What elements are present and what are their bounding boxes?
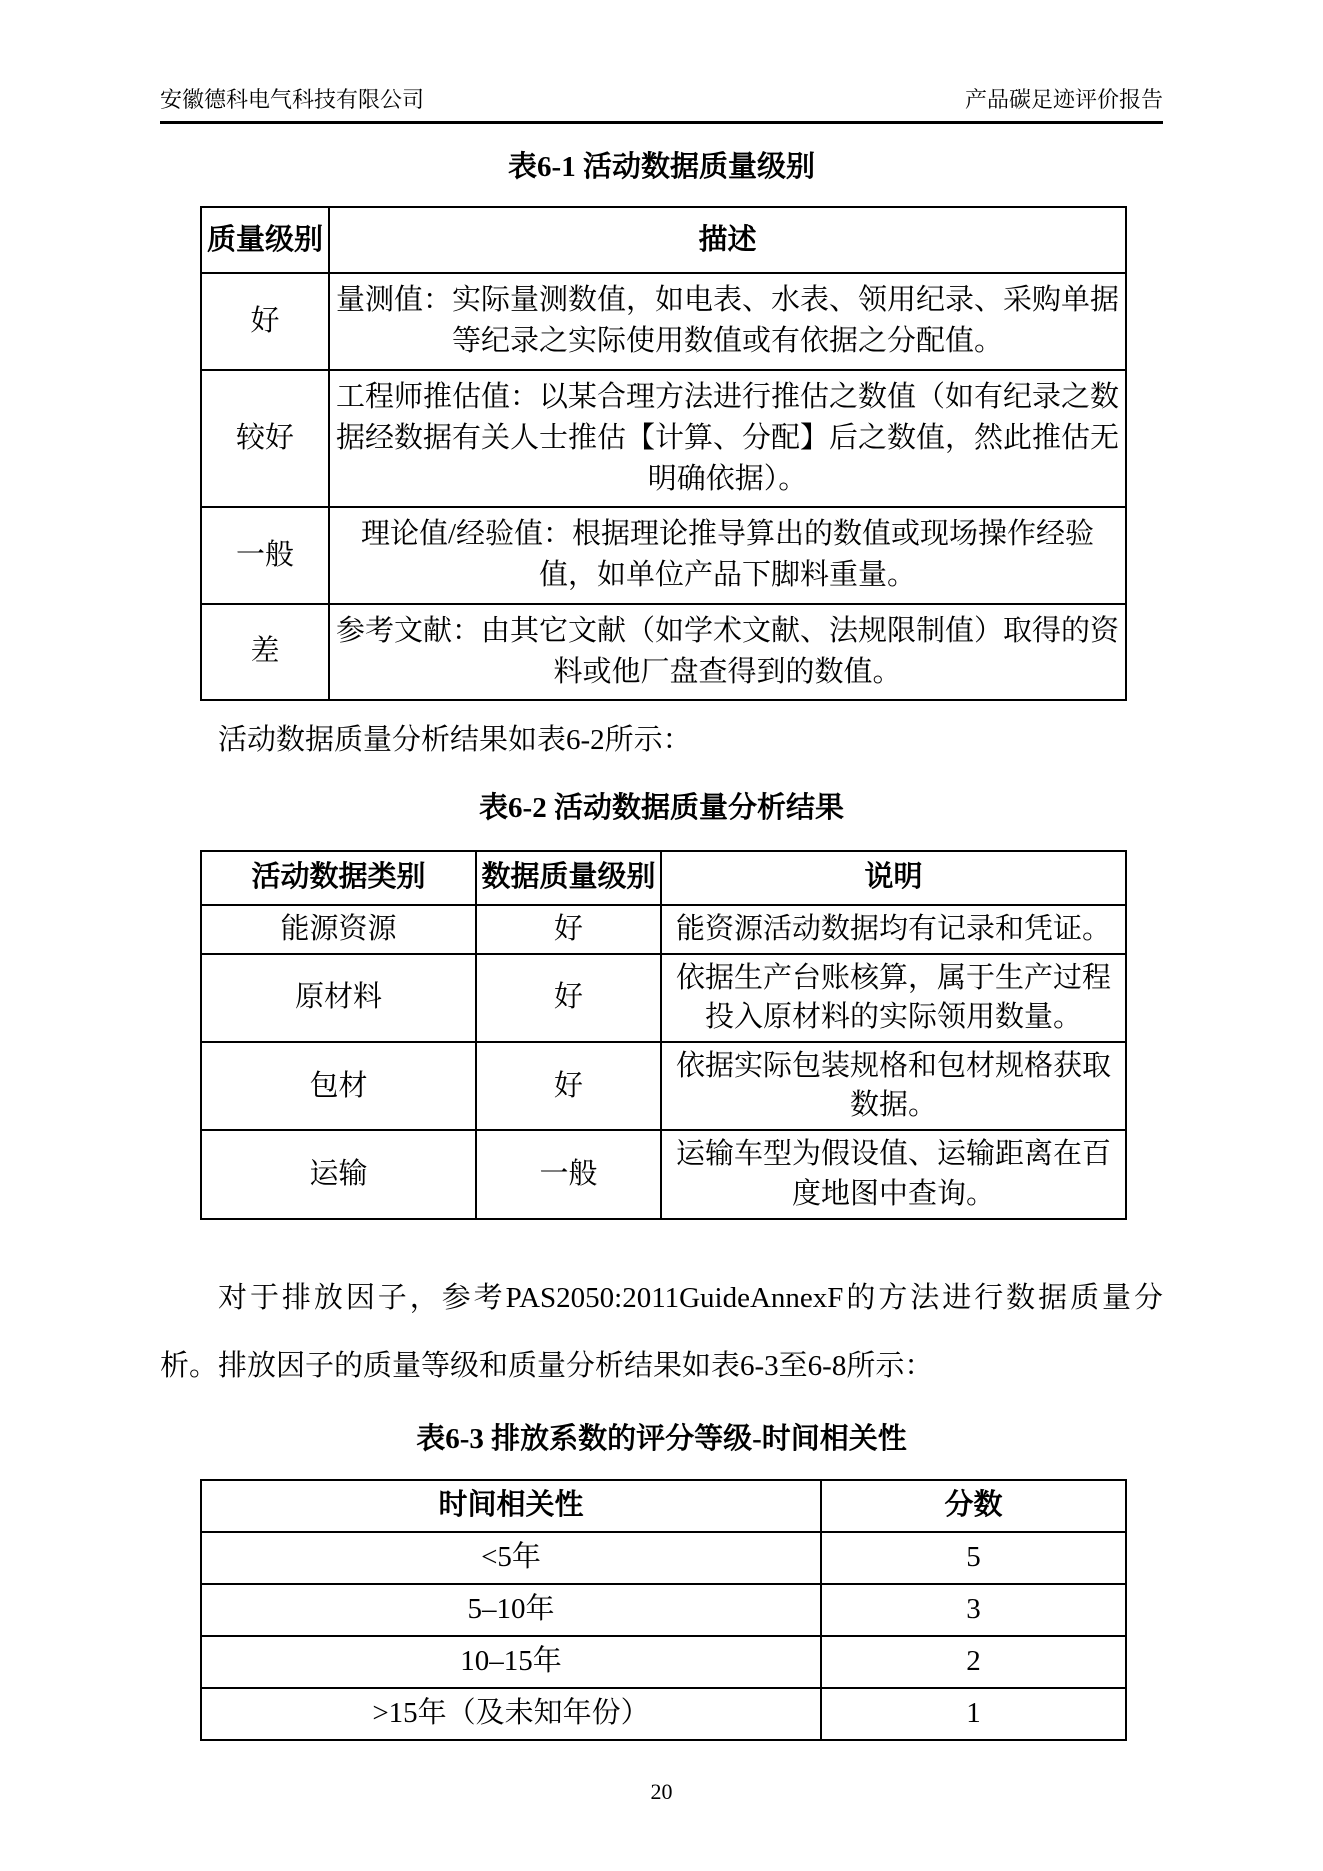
quality-level-cell: 差 (201, 604, 329, 700)
quality-level-cell: 好 (476, 954, 661, 1042)
table-row (201, 370, 1126, 508)
table3-title: 表6-3 排放系数的评分等级-时间相关性 (416, 1422, 907, 1455)
table1-col-header-description: 描述 (329, 207, 1126, 273)
quality-level-cell: 较好 (201, 370, 329, 508)
table3-header-row (201, 1480, 1126, 1532)
table1-activity-data-quality-levels (200, 206, 1127, 701)
table-row (201, 273, 1126, 369)
table2-col-header-note: 说明 (661, 851, 1126, 905)
quality-level-cell: 一般 (476, 1130, 661, 1218)
note-cell: 运输车型为假设值、运输距离在百度地图中查询。 (661, 1130, 1126, 1218)
table2-col-header-quality-level: 数据质量级别 (476, 851, 661, 905)
category-cell: 包材 (201, 1042, 476, 1130)
table-row (201, 507, 1126, 603)
table1-header-row (201, 207, 1126, 273)
table-row (201, 1042, 1126, 1130)
score-cell: 2 (821, 1636, 1126, 1688)
note-cell: 能资源活动数据均有记录和凭证。 (661, 905, 1126, 954)
report-title: 产品碳足迹评价报告 (964, 87, 1163, 112)
table1-title: 表6-1 活动数据质量级别 (508, 150, 815, 183)
time-range-cell: 5–10年 (201, 1584, 821, 1636)
table2-activity-data-quality-analysis (200, 850, 1127, 1220)
score-cell: 1 (821, 1688, 1126, 1740)
score-cell: 5 (821, 1532, 1126, 1584)
category-cell: 能源资源 (201, 905, 476, 954)
table3-col-header-score: 分数 (821, 1480, 1126, 1532)
table3-col-header-time-relevance: 时间相关性 (201, 1480, 821, 1532)
table-row (201, 1688, 1126, 1740)
table2-header-row (201, 851, 1126, 905)
table-row (201, 1532, 1126, 1584)
category-cell: 运输 (201, 1130, 476, 1218)
description-cell: 量测值：实际量测数值，如电表、水表、领用纪录、采购单据等纪录之实际使用数值或有依据之分配值。 (329, 273, 1126, 369)
table-row (201, 1584, 1126, 1636)
table3-time-relevance-scores (200, 1479, 1127, 1741)
quality-level-cell: 一般 (201, 507, 329, 603)
table-row (201, 905, 1126, 954)
paragraph-table2-intro: 活动数据质量分析结果如表6-2所示： (218, 723, 692, 756)
note-cell: 依据生产台账核算，属于生产过程投入原材料的实际领用数量。 (661, 954, 1126, 1042)
table-row (201, 1130, 1126, 1218)
time-range-cell: <5年 (201, 1532, 821, 1584)
table-row (201, 954, 1126, 1042)
description-cell: 参考文献：由其它文献（如学术文献、法规限制值）取得的资料或他厂盘查得到的数值。 (329, 604, 1126, 700)
table2-title: 表6-2 活动数据质量分析结果 (479, 791, 844, 824)
description-cell: 理论值/经验值：根据理论推导算出的数值或现场操作经验值，如单位产品下脚料重量。 (329, 507, 1126, 603)
page-number: 20 (650, 1778, 673, 1804)
time-range-cell: >15年（及未知年份） (201, 1688, 821, 1740)
table2-col-header-category: 活动数据类别 (201, 851, 476, 905)
category-cell: 原材料 (201, 954, 476, 1042)
table1-col-header-quality-level: 质量级别 (201, 207, 329, 273)
note-cell: 依据实际包装规格和包材规格获取数据。 (661, 1042, 1126, 1130)
table-row (201, 604, 1126, 700)
description-cell: 工程师推估值：以某合理方法进行推估之数值（如有纪录之数据经数据有关人士推估【计算、分配】后之数值，然此推估无明确依据）。 (329, 370, 1126, 508)
quality-level-cell: 好 (476, 1042, 661, 1130)
table-row (201, 1636, 1126, 1688)
time-range-cell: 10–15年 (201, 1636, 821, 1688)
company-name: 安徽德科电气科技有限公司 (160, 87, 425, 112)
page-header (160, 86, 1163, 124)
quality-level-cell: 好 (476, 905, 661, 954)
score-cell: 3 (821, 1584, 1126, 1636)
quality-level-cell: 好 (201, 273, 329, 369)
paragraph-emission-factors: 对于排放因子，参考PAS2050:2011GuideAnnexF的方法进行数据质量分析。排放因子的质量等级和质量分析结果如表6-3至6-8所示： (160, 1281, 1163, 1382)
